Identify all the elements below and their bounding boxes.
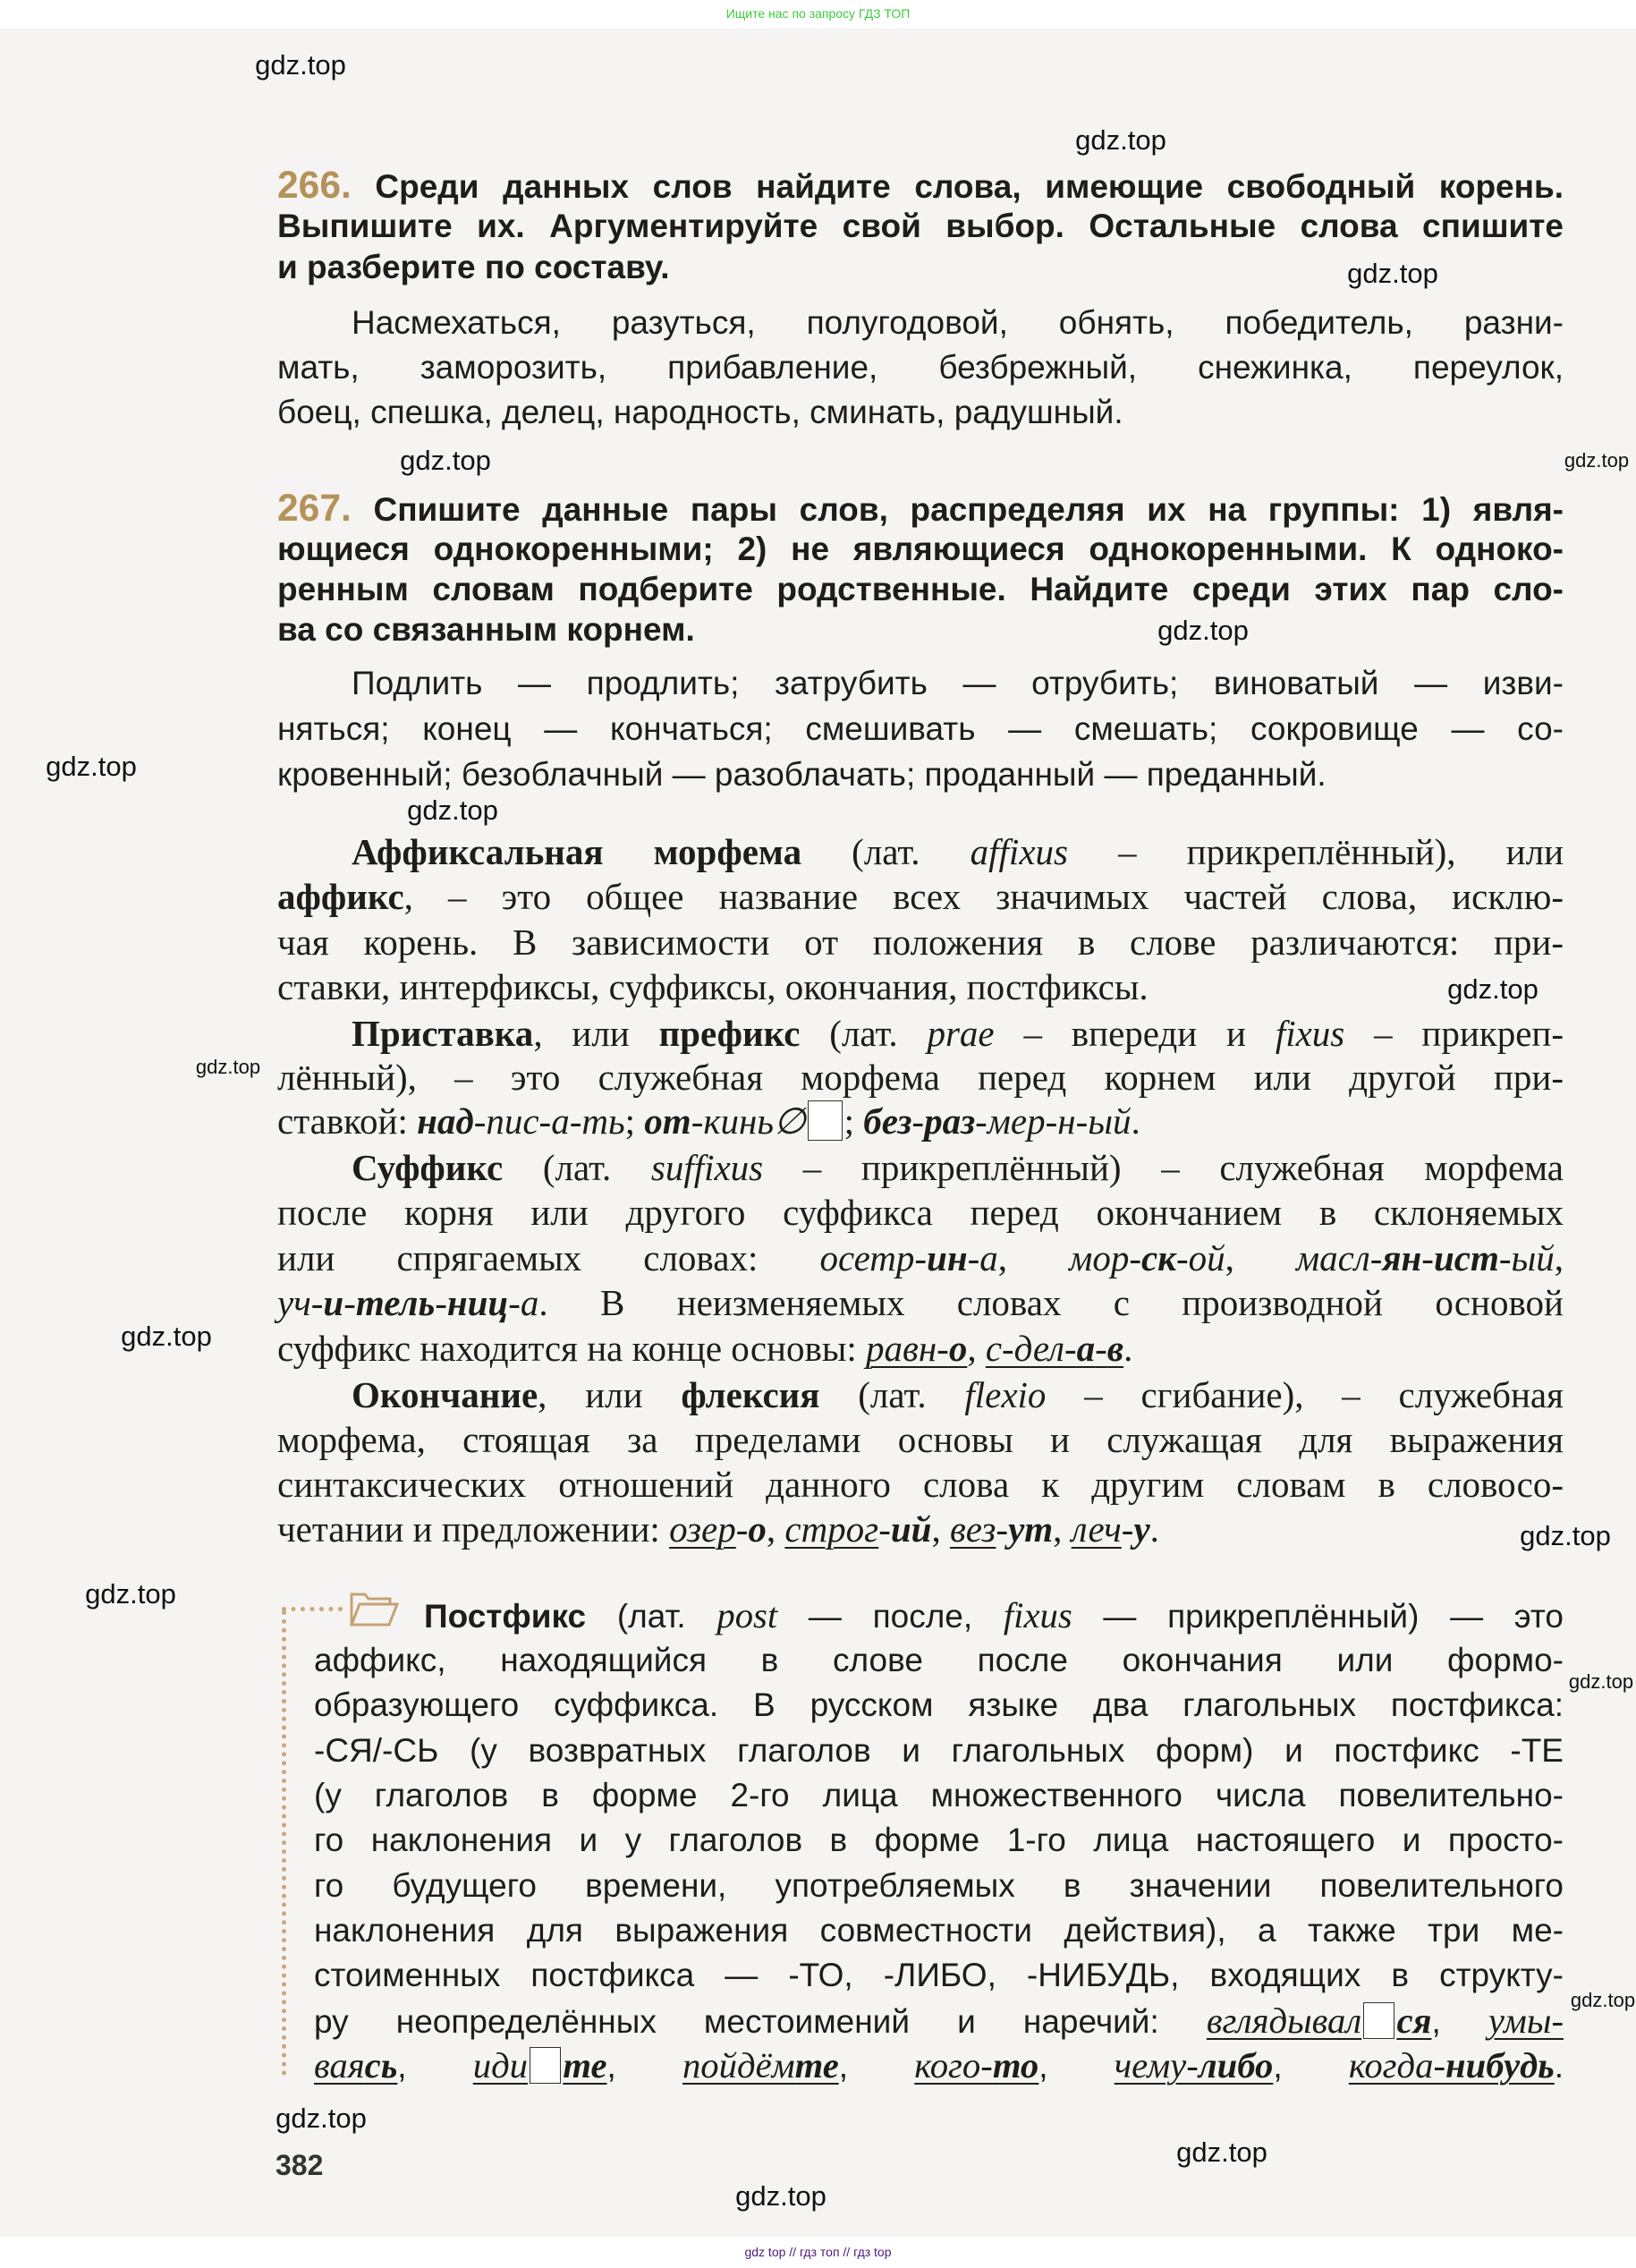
text-run: affixus bbox=[970, 830, 1068, 872]
text-run: fixus bbox=[1275, 1012, 1345, 1054]
text-run: наклонения для выражения совместности действия), а также три ме- bbox=[314, 1911, 1564, 1949]
affix-definition-line bbox=[277, 964, 1564, 1010]
watermark: gdz.top bbox=[1564, 449, 1630, 471]
ex267-task-line bbox=[277, 488, 1564, 529]
ending-definition-line bbox=[277, 1462, 1564, 1507]
text-run: - bbox=[343, 1282, 356, 1324]
text-run: без bbox=[863, 1100, 912, 1142]
watermark: gdz.top bbox=[1176, 2136, 1267, 2168]
text-run: . В неизменяемых словах с производной основой bbox=[538, 1282, 1564, 1324]
text-run: Подлить — продлить; затрубить — отрубить; виноватый — изви- bbox=[352, 664, 1564, 701]
text-run: ва со связанным корнем. bbox=[277, 610, 695, 648]
text-run: кого- bbox=[914, 2044, 993, 2085]
text-run: няться; конец — кончаться; смешивать — смешать; сокровище — со- bbox=[277, 709, 1564, 747]
text-run: суффикс находится на конце основы: bbox=[277, 1327, 867, 1369]
text-run: , bbox=[967, 1327, 986, 1369]
text-run: когда- bbox=[1348, 2044, 1446, 2085]
text-run: - bbox=[1421, 1236, 1434, 1278]
text-run: над bbox=[417, 1100, 474, 1142]
suffix-definition-line bbox=[277, 1236, 1564, 1281]
prefix-definition-line bbox=[352, 1012, 1564, 1056]
postfix-definition-line bbox=[314, 2043, 1564, 2088]
text-run: -а bbox=[967, 1236, 998, 1278]
text-run: -ый bbox=[1498, 1236, 1555, 1278]
text-run: Выпишите их. Аргументируйте свой выбор. Остальные слова спишите bbox=[277, 208, 1564, 244]
ex267-words-line bbox=[277, 752, 1564, 797]
text-run: с-дел- bbox=[985, 1327, 1077, 1369]
text-run: — прикреплённый) — это bbox=[1072, 1597, 1564, 1635]
watermark: gdz.top bbox=[400, 445, 491, 476]
ending-definition-line bbox=[277, 1507, 1564, 1551]
text-run: префикс bbox=[658, 1012, 801, 1054]
text-run: пойдём bbox=[682, 2044, 795, 2085]
text-run: - bbox=[1095, 1327, 1107, 1369]
text-run: -кинь∅ bbox=[691, 1100, 806, 1142]
watermark: gdz.top bbox=[735, 2180, 826, 2212]
text-run: , bbox=[397, 2047, 473, 2085]
postfix-definition-line bbox=[314, 1818, 1564, 1863]
text-run: (лат. bbox=[503, 1146, 651, 1188]
text-run: . bbox=[1123, 1327, 1133, 1369]
text-run: -ой bbox=[1175, 1236, 1225, 1278]
text-run: вая bbox=[314, 2044, 365, 2085]
text-run: , bbox=[997, 1236, 1070, 1278]
text-run: образующего суффикса. В русском языке два глагольных постфикса: bbox=[314, 1686, 1564, 1724]
text-run: иди bbox=[472, 2044, 529, 2085]
text-run: ющиеся однокоренными; 2) не являющиеся однокоренными. К одноко- bbox=[277, 530, 1564, 567]
prefix-definition-line bbox=[277, 1100, 1564, 1143]
text-run: , или bbox=[533, 1012, 659, 1054]
ex266-words-line bbox=[352, 301, 1564, 345]
ex267-task-line bbox=[277, 529, 1564, 569]
text-run: озер bbox=[669, 1508, 736, 1550]
text-run: у bbox=[1133, 1508, 1150, 1550]
postfix-definition-line bbox=[424, 1593, 1564, 1638]
text-run: стоименных постфикса — -ТО, -ЛИБО, -НИБУДЬ, входящих в структу- bbox=[314, 1957, 1564, 1994]
suffix-definition-line bbox=[277, 1280, 1564, 1326]
watermark: gdz.top bbox=[1075, 124, 1166, 156]
text-run: о bbox=[948, 1327, 968, 1369]
text-run: , bbox=[1273, 2047, 1349, 2085]
text-run: ; bbox=[843, 1100, 864, 1142]
postfix-definition-line bbox=[314, 1999, 1564, 2043]
text-run: , bbox=[766, 1508, 785, 1550]
text-run: ниц bbox=[446, 1282, 509, 1324]
postfix-definition-line bbox=[314, 1683, 1564, 1728]
text-run: , bbox=[1554, 1236, 1564, 1278]
text-run: flexio bbox=[964, 1374, 1047, 1415]
ex266-words-line bbox=[277, 345, 1564, 390]
text-run: ставкой: bbox=[277, 1100, 418, 1142]
text-run: нибудь bbox=[1445, 2044, 1555, 2085]
suffix-definition-line bbox=[277, 1190, 1564, 1236]
text-run: раз bbox=[924, 1100, 976, 1142]
text-run: , bbox=[606, 2047, 682, 2085]
text-run: Среди данных слов найдите слова, имеющие свободный корень. bbox=[351, 168, 1564, 205]
text-run: Насмехаться, разуться, полугодовой, обнять, победитель, разни- bbox=[352, 304, 1564, 341]
text-run: (у глаголов в форме 2-го лица множественного числа повелительно- bbox=[314, 1777, 1564, 1814]
text-run: или спрягаемых словах: bbox=[277, 1236, 820, 1278]
text-run: аффикс bbox=[277, 876, 404, 918]
text-run: post bbox=[716, 1594, 778, 1635]
text-run: ут bbox=[1008, 1508, 1054, 1550]
text-run: и bbox=[323, 1282, 344, 1324]
postfix-box-left-border bbox=[282, 1610, 286, 2076]
postfix-definition-line bbox=[314, 1729, 1564, 1773]
text-run: мор- bbox=[1069, 1236, 1141, 1278]
text-run: - bbox=[1121, 1508, 1134, 1550]
postfix-box-top-border bbox=[282, 1607, 343, 1611]
text-run: prae bbox=[927, 1012, 995, 1054]
text-run: вглядывал bbox=[1206, 2000, 1362, 2041]
text-run: ий bbox=[890, 1508, 932, 1550]
text-run: те bbox=[563, 2044, 607, 2085]
watermark: gdz.top bbox=[275, 2102, 367, 2134]
text-run: лённый), – это служебная морфема перед корнем или другой при- bbox=[277, 1056, 1564, 1098]
text-run: строг bbox=[784, 1508, 879, 1550]
text-run: - bbox=[435, 1282, 447, 1324]
empty-ending-box bbox=[808, 1100, 843, 1141]
text-run: . bbox=[1554, 2047, 1564, 2085]
text-run: -мер-н-ый bbox=[975, 1100, 1132, 1142]
text-run: Спишите данные пары слов, распределяя их на группы: 1) явля- bbox=[351, 490, 1564, 528]
text-run: сь bbox=[364, 2044, 398, 2085]
postfix-definition-line bbox=[314, 1864, 1564, 1908]
text-run: ставки, интерфиксы, суффиксы, окончания, постфиксы. bbox=[277, 966, 1149, 1008]
exercise-number: 267. bbox=[277, 486, 352, 530]
text-run: боец, спешка, делец, народность, сминать, радушный. bbox=[277, 394, 1123, 430]
ex267-task-line bbox=[277, 609, 1564, 650]
affix-definition-line bbox=[352, 829, 1564, 875]
text-run: , bbox=[838, 2047, 915, 2085]
text-run: а bbox=[1076, 1327, 1096, 1369]
suffix-definition-line bbox=[277, 1326, 1564, 1372]
watermark: gdz.top bbox=[1570, 1989, 1636, 2011]
footer-banner: gdz top // гдз топ // гдз top bbox=[744, 2245, 892, 2259]
watermark: gdz.top bbox=[1447, 973, 1539, 1005]
text-run: вез bbox=[949, 1508, 996, 1550]
suffix-definition-line bbox=[352, 1145, 1564, 1191]
text-run: то bbox=[992, 2044, 1039, 2085]
text-run: чая корень. В зависимости от положения в слове различаются: при- bbox=[277, 921, 1564, 963]
text-run: ист bbox=[1433, 1236, 1499, 1278]
watermark: gdz.top bbox=[195, 1056, 261, 1078]
ex267-words-line bbox=[277, 706, 1564, 752]
text-run: мать, заморозить, прибавление, безбрежный, снежинка, переулок, bbox=[277, 349, 1564, 386]
text-run: (лат. bbox=[800, 1012, 928, 1054]
prefix-definition-line bbox=[277, 1056, 1564, 1100]
text-run: в bbox=[1106, 1327, 1124, 1369]
text-run: либо bbox=[1198, 2044, 1274, 2085]
text-run: те bbox=[794, 2044, 839, 2085]
text-run: ; bbox=[624, 1100, 645, 1142]
empty-ending-box bbox=[530, 2047, 561, 2084]
folder-icon bbox=[349, 1589, 399, 1628]
text-run: ренным словам подберите родственные. Найдите среди этих пар сло- bbox=[277, 570, 1564, 607]
text-run: уч- bbox=[277, 1282, 324, 1324]
postfix-definition-line bbox=[314, 1953, 1564, 1998]
ex267-task-line bbox=[277, 569, 1564, 609]
affix-definition-line bbox=[277, 920, 1564, 965]
text-run: – прикреплённый), или bbox=[1067, 830, 1564, 872]
text-run: fixus bbox=[1003, 1594, 1072, 1635]
text-run: – впереди и bbox=[994, 1012, 1276, 1054]
text-run: – прикреплённый) – служебная морфема bbox=[763, 1146, 1564, 1188]
watermark: gdz.top bbox=[1520, 1520, 1611, 1551]
postfix-definition-line bbox=[314, 1773, 1564, 1818]
text-run: Суффикс bbox=[352, 1146, 504, 1188]
text-run: , bbox=[1053, 1508, 1072, 1550]
text-run: . bbox=[1131, 1100, 1140, 1142]
postfix-definition-line bbox=[314, 1908, 1564, 1953]
text-run: - bbox=[911, 1100, 925, 1142]
ex266-task-line bbox=[277, 165, 1564, 206]
text-run: леч bbox=[1071, 1508, 1122, 1550]
watermark: gdz.top bbox=[1568, 1670, 1634, 1693]
text-run: аффикс, находящийся в слове после окончания или формо- bbox=[314, 1642, 1564, 1679]
text-run: ск bbox=[1140, 1236, 1176, 1278]
exercise-number: 266. bbox=[277, 164, 352, 207]
text-run: – сгибание), – служебная bbox=[1046, 1374, 1564, 1415]
affix-definition-line bbox=[277, 874, 1564, 920]
top-banner: Ищите нас по запросу ГДЗ ТОП bbox=[725, 6, 911, 21]
text-run: , bbox=[1431, 2002, 1488, 2040]
watermark: gdz.top bbox=[121, 1321, 212, 1352]
text-run: кровенный; безоблачный — разоблачать; проданный — преданный. bbox=[277, 755, 1327, 793]
text-run: , bbox=[931, 1508, 950, 1550]
text-run: осетр- bbox=[819, 1236, 928, 1278]
watermark: gdz.top bbox=[46, 751, 137, 782]
text-run: , или bbox=[538, 1374, 682, 1415]
empty-ending-box bbox=[1363, 2002, 1394, 2039]
watermark: gdz.top bbox=[85, 1578, 176, 1610]
text-run: после корня или другого суффикса перед окончанием в склоняемых bbox=[277, 1192, 1564, 1234]
text-run: и разберите по составу. bbox=[277, 249, 670, 285]
text-run: Приставка bbox=[352, 1012, 534, 1054]
text-run: четании и предложении: bbox=[277, 1508, 670, 1550]
text-run: , – это общее название всех значимых частей слова, исклю- bbox=[403, 876, 1564, 918]
text-run: , bbox=[1225, 1236, 1296, 1278]
text-run: - bbox=[735, 1508, 749, 1550]
text-run: -а bbox=[508, 1282, 539, 1324]
watermark: gdz.top bbox=[407, 794, 498, 826]
text-run: Аффиксальная морфема bbox=[352, 830, 802, 872]
text-run: масл- bbox=[1296, 1236, 1383, 1278]
watermark: gdz.top bbox=[255, 49, 346, 81]
text-run: флексия bbox=[681, 1374, 820, 1415]
text-run: морфема, стоящая за пределами основы и служащая для выражения bbox=[277, 1419, 1564, 1460]
text-run: ся bbox=[1396, 2000, 1432, 2041]
text-run: го будущего времени, употребляемых в значении повелительного bbox=[314, 1866, 1564, 1904]
ex266-words-line bbox=[277, 390, 1564, 435]
text-run: Окончание bbox=[352, 1374, 538, 1415]
text-run: умы- bbox=[1488, 2000, 1564, 2041]
ex267-words-line bbox=[352, 660, 1564, 706]
page-number: 382 bbox=[275, 2149, 324, 2181]
text-run: — после, bbox=[777, 1597, 1004, 1635]
text-run: (лат. bbox=[586, 1597, 717, 1635]
text-run: Постфикс bbox=[424, 1597, 587, 1635]
watermark: gdz.top bbox=[1347, 258, 1438, 289]
text-run: го наклонения и у глаголов в форме 1-го лица настоящего и просто- bbox=[314, 1822, 1564, 1859]
text-run: -СЯ/-СЬ (у возвратных глаголов и глагольных форм) и постфикс -ТЕ bbox=[314, 1731, 1564, 1769]
text-run: suffixus bbox=[650, 1146, 764, 1188]
text-run: тель bbox=[355, 1282, 436, 1324]
text-run: , bbox=[1038, 2047, 1115, 2085]
postfix-definition-line bbox=[314, 1638, 1564, 1683]
text-run: - bbox=[878, 1508, 891, 1550]
text-run: о bbox=[748, 1508, 767, 1550]
text-run: ру неопределённых местоимений и наречий: bbox=[314, 2002, 1207, 2040]
text-run: равн- bbox=[866, 1327, 949, 1369]
text-run: чему- bbox=[1114, 2044, 1199, 2085]
text-run: (лат. bbox=[819, 1374, 965, 1415]
ending-definition-line bbox=[277, 1417, 1564, 1462]
text-run: – прикреп- bbox=[1344, 1012, 1564, 1054]
text-run: -пис-а-ть bbox=[473, 1100, 625, 1142]
ending-definition-line bbox=[352, 1372, 1564, 1417]
text-run: синтаксических отношений данного слова к другим словам в словосо- bbox=[277, 1464, 1564, 1505]
text-run: ян bbox=[1382, 1236, 1422, 1278]
text-run: от bbox=[644, 1100, 691, 1142]
watermark: gdz.top bbox=[1157, 615, 1249, 646]
text-run: - bbox=[996, 1508, 1009, 1550]
text-run: (лат. bbox=[801, 830, 971, 872]
text-run: . bbox=[1149, 1508, 1159, 1550]
text-run: ин bbox=[927, 1236, 968, 1278]
ex266-task-line bbox=[277, 206, 1564, 247]
